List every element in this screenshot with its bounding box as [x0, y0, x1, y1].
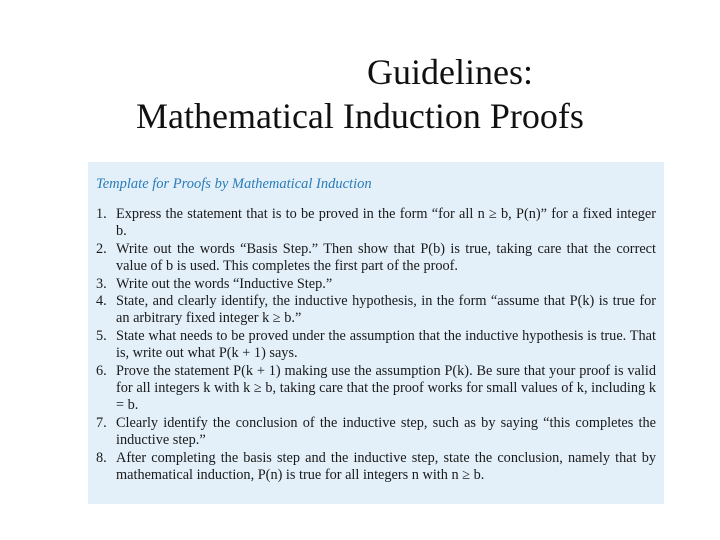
- step-number: 4.: [96, 293, 107, 310]
- step-number: 2.: [96, 240, 107, 257]
- step-number: 3.: [96, 275, 107, 292]
- step-text: Prove the statement P(k + 1) making use the assumption P(k). Be sure that your proof is valid for all integers k with k ≥ b, taking care that the proof works for small values of k, including k = b.: [116, 362, 656, 414]
- step-text: Write out the words “Basis Step.” Then show that P(b) is true, taking care that the correct value of b is used. This completes the first part of the proof.: [116, 240, 656, 275]
- step-text: Write out the words “Inductive Step.”: [116, 275, 333, 292]
- step-number: 7.: [96, 414, 107, 431]
- template-step-3: [96, 276, 656, 293]
- step-number: 6.: [96, 362, 107, 379]
- template-step-7: [96, 415, 656, 450]
- step-text: State what needs to be proved under the assumption that the inductive hypothesis is true. That is, write out what P(k + 1) says.: [116, 327, 656, 362]
- template-step-1: [96, 206, 656, 241]
- template-steps-list: [96, 206, 656, 485]
- step-text: Clearly identify the conclusion of the inductive step, such as by saying “this completes the inductive step.”: [116, 414, 656, 449]
- template-step-5: [96, 328, 656, 363]
- step-number: 8.: [96, 449, 107, 466]
- template-step-2: [96, 241, 656, 276]
- slide-title-line-2: Mathematical Induction Proofs: [136, 96, 584, 136]
- step-number: 1.: [96, 206, 107, 222]
- step-number: 5.: [96, 327, 107, 344]
- template-step-4: [96, 293, 656, 328]
- slide-title-line-1: Guidelines:: [367, 52, 533, 92]
- step-text: After completing the basis step and the inductive step, state the conclusion, namely that by mathematical induction, P(n) is true for all integers n with n ≥ b.: [116, 449, 656, 484]
- induction-template-box: [88, 162, 664, 504]
- template-step-8: [96, 450, 656, 485]
- template-step-6: [96, 363, 656, 415]
- step-text: State, and clearly identify, the inductive hypothesis, in the form “assume that P(k) is true for an arbitrary fixed integer k ≥ b.”: [116, 293, 656, 327]
- slide-title: [0, 50, 720, 138]
- step-text: Express the statement that is to be proved in the form “for all n ≥ b, P(n)” for a fixed integer b.: [116, 206, 656, 240]
- template-heading: Template for Proofs by Mathematical Induction: [96, 176, 372, 192]
